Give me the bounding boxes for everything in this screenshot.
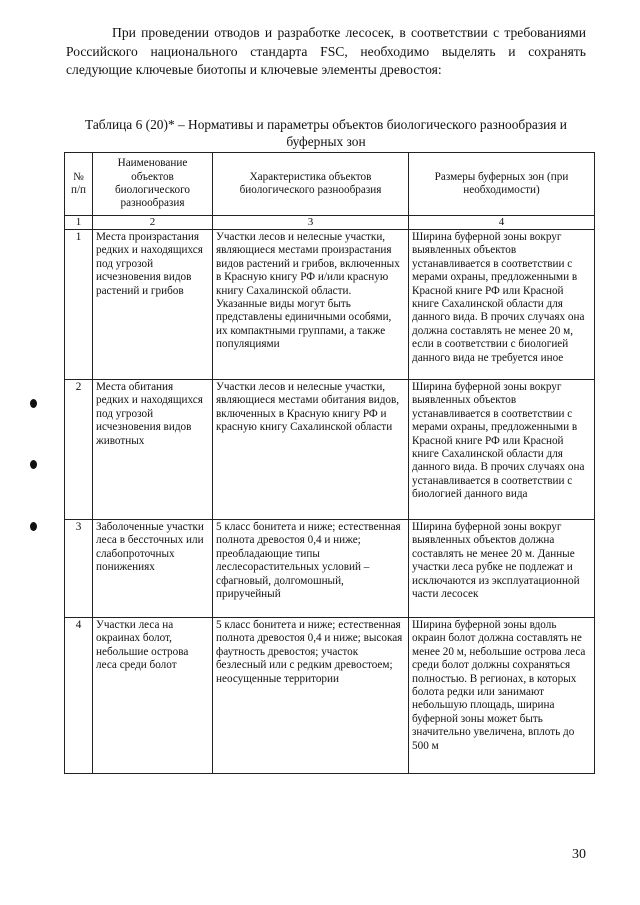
header-characteristic: Характеристика объектов биологического разнообразия [213,153,409,216]
table-row [65,618,595,774]
table-row [65,230,595,380]
row-buffer: Ширина буферной зоны вокруг выявленных объектов устанавливается в соответствии с мерами охраны, предложенными в Красной книге РФ или Красной книге Сахалинской области для данного вида. В прочих случаях она устанавливается в соответствии с биологией данного вида [409,380,595,520]
col-number: 1 [65,216,93,230]
header-name: Наименование объектов биологического разнообразия [93,153,213,216]
row-num: 1 [65,230,93,380]
row-buffer: Ширина буферной зоны вокруг выявленных объектов должна составлять не менее 20 м. Данные участки леса рубке не подлежат и исключаются из эксплуатационной части лесосек [409,520,595,618]
row-name: Места произрастания редких и находящихся под угрозой исчезновения видов растений и грибов [93,230,213,380]
biodiversity-norms-table [64,152,595,774]
row-num: 3 [65,520,93,618]
row-name: Заболоченные участки леса в бессточных или слабопроточных понижениях [93,520,213,618]
col-number: 4 [409,216,595,230]
row-characteristic: 5 класс бонитета и ниже; естественная полнота древостоя 0,4 и ниже; высокая фаутность древостоя; участок безлесный или с редким древостоем; неосущенные территории [213,618,409,774]
header-num: № п/п [65,153,93,216]
row-num: 2 [65,380,93,520]
row-buffer: Ширина буферной зоны вдоль окраин болот должна составлять не менее 20 м, небольшие острова леса среди болот должны сохраняться полностью. В регионах, в которых болота редки или занимают небольшую площадь, ширина буферной зоны может быть значительно увеличена, вплоть до 500 м [409,618,595,774]
table-caption: Таблица 6 (20)* – Нормативы и параметры объектов биологического разнообразия и буферных зон [85,117,567,149]
row-buffer: Ширина буферной зоны вокруг выявленных объектов устанавливается в соответствии с мерами охраны, предложенными в Красной книге РФ или Красной книге Сахалинской области для данного вида. В прочих случаях она должна составлять не менее 20 м, если в соответствии с биологией данного вида не требуется иное [409,230,595,380]
col-number: 3 [213,216,409,230]
page-number: 30 [572,847,586,862]
intro-paragraph: При проведении отводов и разработке лесосек, в соответствии с требованиями Российского национального стандарта FSC, необходимо выделять и сохранять следующие ключевые биотопы и ключевые элементы древостоя: [66,25,586,77]
row-name: Места обитания редких и находящихся под угрозой исчезновения видов животных [93,380,213,520]
table-row [65,520,595,618]
row-characteristic: Участки лесов и нелесные участки, являющиеся местами обитания видов, включенных в Красную книгу РФ и красную книгу Сахалинской области [213,380,409,520]
header-buffer: Размеры буферных зон (при необходимости) [409,153,595,216]
row-characteristic: 5 класс бонитета и ниже; естественная полнота древостоя 0,4 и ниже; преобладающие типы леслесорастительных условий – сфагновый, долгомошный, приручейный [213,520,409,618]
row-name: Участки леса на окраинах болот, небольшие острова леса среди болот [93,618,213,774]
row-num: 4 [65,618,93,774]
row-characteristic: Участки лесов и нелесные участки, являющиеся местами произрастания видов растений и грибов, включенных в Красную книгу РФ и/или красную книгу Сахалинской области. Указанные виды могут быть представлены единичными особями, их компактными группами, а также популяциями [213,230,409,380]
col-number: 2 [93,216,213,230]
binder-hole-mark [30,460,37,469]
column-numbers-row [65,216,595,230]
table-header-row [65,153,595,216]
table-row [65,380,595,520]
binder-hole-mark [30,399,37,408]
binder-hole-mark [30,522,37,531]
